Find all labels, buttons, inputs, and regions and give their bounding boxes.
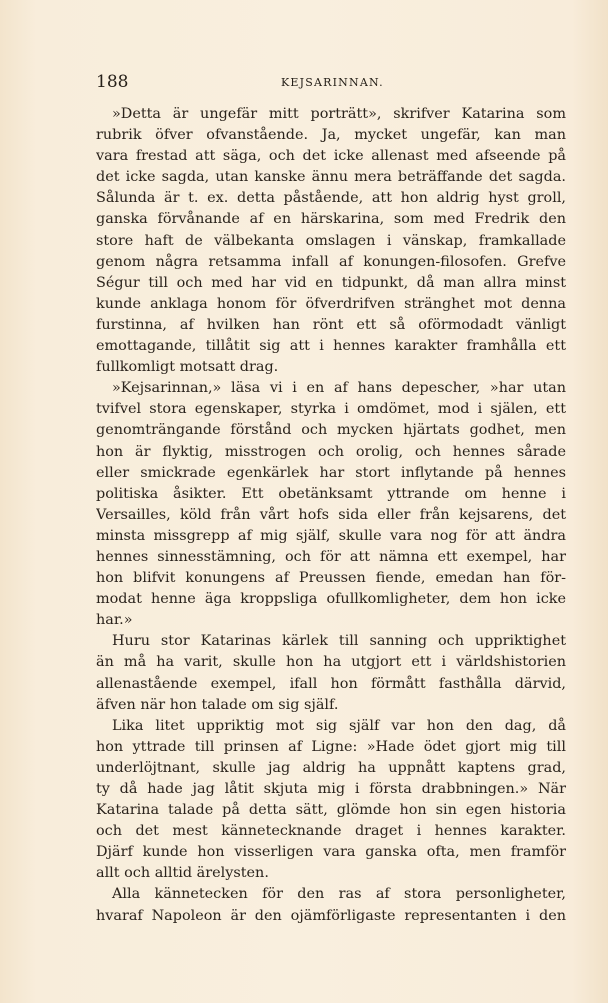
text-line: politiska åsikter. Ett obetänksamt yttrande om henne i (96, 485, 566, 502)
text-line: kunde anklaga honom för öfverdrifven stränghet mot denna (96, 295, 566, 312)
text-line: hvaraf Napoleon är den ojämförligaste representanten i den (96, 907, 566, 924)
text-line: vara frestad att säga, och det icke allenast med afseende på (96, 148, 566, 165)
text-line: ty då hade jag låtit skjuta mig i första drabbningen.» När (96, 781, 566, 797)
text-line: Alla kännetecken för den ras af stora personligheter, (112, 886, 566, 903)
text-line: Huru stor Katarinas kärlek till sanning och uppriktighet (112, 633, 566, 650)
text-line: store haft de välbekanta omslagen i vänskap, framkallade (96, 232, 566, 249)
text-line: än må ha varit, skulle hon ha utgjort ett i världshistorien (96, 654, 566, 671)
text-line: hon yttrade till prinsen af Ligne: »Hade ödet gjort mig till (96, 738, 566, 755)
page-number: 188 (96, 72, 129, 92)
text-line: Lika litet uppriktig mot sig själf var hon den dag, då (112, 717, 566, 734)
text-line: »Detta är ungefär mitt porträtt», skrifver Katarina som (112, 106, 566, 122)
text-line: rubrik öfver ofvanstående. Ja, mycket ungefär, kan man (96, 127, 566, 144)
text-line: Versailles, köld från vårt hofs sida eller från kejsarens, det (96, 506, 566, 523)
text-line: allenastående exempel, ifall hon förmått fasthålla därvid, (96, 675, 566, 692)
text-line: underlöjtnant, skulle jag aldrig ha uppnått kaptens grad, (96, 759, 566, 776)
text-line: »Kejsarinnan,» läsa vi i en af hans depescher, »har utan (112, 380, 566, 397)
text-line: hon blifvit konungens af Preussen fiende, emedan han för- (96, 570, 566, 587)
text-line: det icke sagda, utan kanske ännu mera beträffande det sagda. (96, 169, 566, 186)
text-line: furstinna, af hvilken han rönt ett så oförmodadt vänligt (96, 316, 566, 333)
text-line: genomträngande förstånd och mycken hjärtats godhet, men (96, 422, 566, 439)
text-line: eller smickrade egenkärlek har stort inflytande på hennes (96, 464, 566, 481)
text-line: Ségur till och med har vid en tidpunkt, då man allra minst (96, 274, 566, 291)
text-line: Sålunda är t. ex. detta påstående, att hon aldrig hyst groll, (96, 190, 566, 207)
text-line: hennes sinnesstämning, och för att nämna ett exempel, har (96, 548, 566, 565)
text-line: fullkomligt motsatt drag. (96, 359, 279, 376)
running-title: KEJSARINNAN. (281, 76, 384, 89)
text-line: modat henne äga kroppsliga ofullkomligheter, dem hon icke (96, 591, 566, 608)
text-line: ganska förvånande af en härskarina, som med Fredrik den (96, 211, 566, 228)
text-line: hon är flyktig, misstrogen och orolig, och hennes sårade (96, 443, 566, 460)
text-line: emottagande, tillåtit sig att i hennes karakter framhålla ett (96, 338, 566, 355)
text-line: genom några retsamma infall af konungen-filosofen. Grefve (96, 253, 566, 270)
text-line: tvifvel stora egenskaper, styrka i omdömet, mod i själen, ett (96, 401, 566, 418)
text-line: och det mest kännetecknande draget i hennes karakter. (96, 823, 566, 840)
text-line: minsta missgrepp af mig själf, skulle vara nog för att ändra (96, 527, 566, 544)
page-header (96, 72, 566, 96)
text-line: allt och alltid ärelysten. (96, 865, 269, 882)
text-line: Djärf kunde hon visserligen vara ganska ofta, men framför (96, 844, 566, 861)
text-line: har.» (96, 612, 133, 629)
text-line: äfven när hon talade om sig själf. (96, 696, 339, 713)
body-text (96, 104, 566, 927)
text-line: Katarina talade på detta sätt, glömde hon sin egen historia (96, 802, 566, 819)
